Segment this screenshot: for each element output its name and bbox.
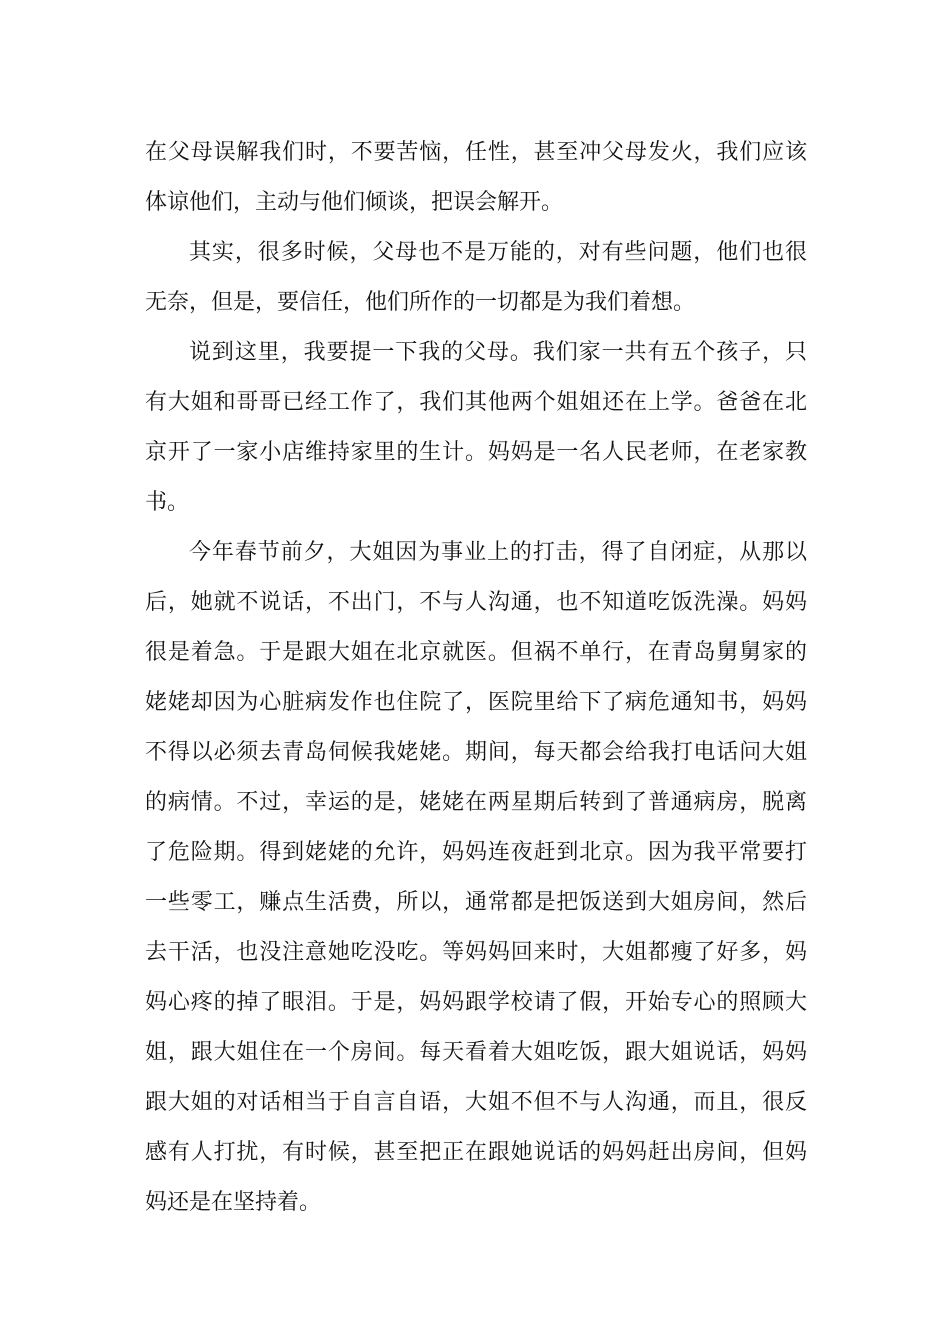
text-line: 一些零工，赚点生活费，所以，通常都是把饭送到大姐房间，然后 (145, 890, 807, 915)
text-line: 无奈，但是，要信任，他们所作的一切都是为我们着想。 (145, 290, 696, 315)
paragraph (145, 528, 807, 1228)
text-line: 姥姥却因为心脏病发作也住院了，医院里给下了病危通知书，妈妈 (145, 690, 807, 715)
text-line: 京开了一家小店维持家里的生计。妈妈是一名人民老师，在老家教 (145, 440, 807, 465)
text-line: 有大姐和哥哥已经工作了，我们其他两个姐姐还在上学。爸爸在北 (145, 390, 807, 415)
paragraph (145, 128, 807, 228)
text-line: 的病情。不过，幸运的是，姥姥在两星期后转到了普通病房，脱离 (145, 790, 807, 815)
text-line: 姐，跟大姐住在一个房间。每天看着大姐吃饭，跟大姐说话，妈妈 (145, 1040, 807, 1065)
text-line: 书。 (145, 490, 190, 515)
text-line: 妈还是在坚持着。 (145, 1190, 322, 1215)
text-line: 后，她就不说话，不出门，不与人沟通，也不知道吃饭洗澡。妈妈 (145, 590, 807, 615)
text-line: 妈心疼的掉了眼泪。于是，妈妈跟学校请了假，开始专心的照顾大 (145, 990, 807, 1015)
text-line: 很是着急。于是跟大姐在北京就医。但祸不单行，在青岛舅舅家的 (145, 640, 807, 665)
text-line: 感有人打扰，有时候，甚至把正在跟她说话的妈妈赶出房间，但妈 (145, 1140, 807, 1165)
text-line: 说到这里，我要提一下我的父母。我们家一共有五个孩子，只 (189, 340, 807, 365)
text-line: 去干活，也没注意她吃没吃。等妈妈回来时，大姐都瘦了好多，妈 (145, 940, 807, 965)
text-line: 跟大姐的对话相当于自言自语，大姐不但不与人沟通，而且，很反 (145, 1090, 807, 1115)
body-text (145, 128, 807, 1228)
paragraph (145, 228, 807, 328)
paragraph (145, 328, 807, 528)
text-line: 其实，很多时候，父母也不是万能的，对有些问题，他们也很 (189, 240, 807, 265)
text-line: 在父母误解我们时，不要苦恼，任性，甚至冲父母发火，我们应该 (145, 140, 807, 165)
text-line: 体谅他们，主动与他们倾谈，把误会解开。 (145, 190, 564, 215)
text-line: 不得以必须去青岛伺候我姥姥。期间，每天都会给我打电话问大姐 (145, 740, 807, 765)
text-line: 了危险期。得到姥姥的允许，妈妈连夜赶到北京。因为我平常要打 (145, 840, 807, 865)
text-line: 今年春节前夕，大姐因为事业上的打击，得了自闭症，从那以 (189, 540, 807, 565)
